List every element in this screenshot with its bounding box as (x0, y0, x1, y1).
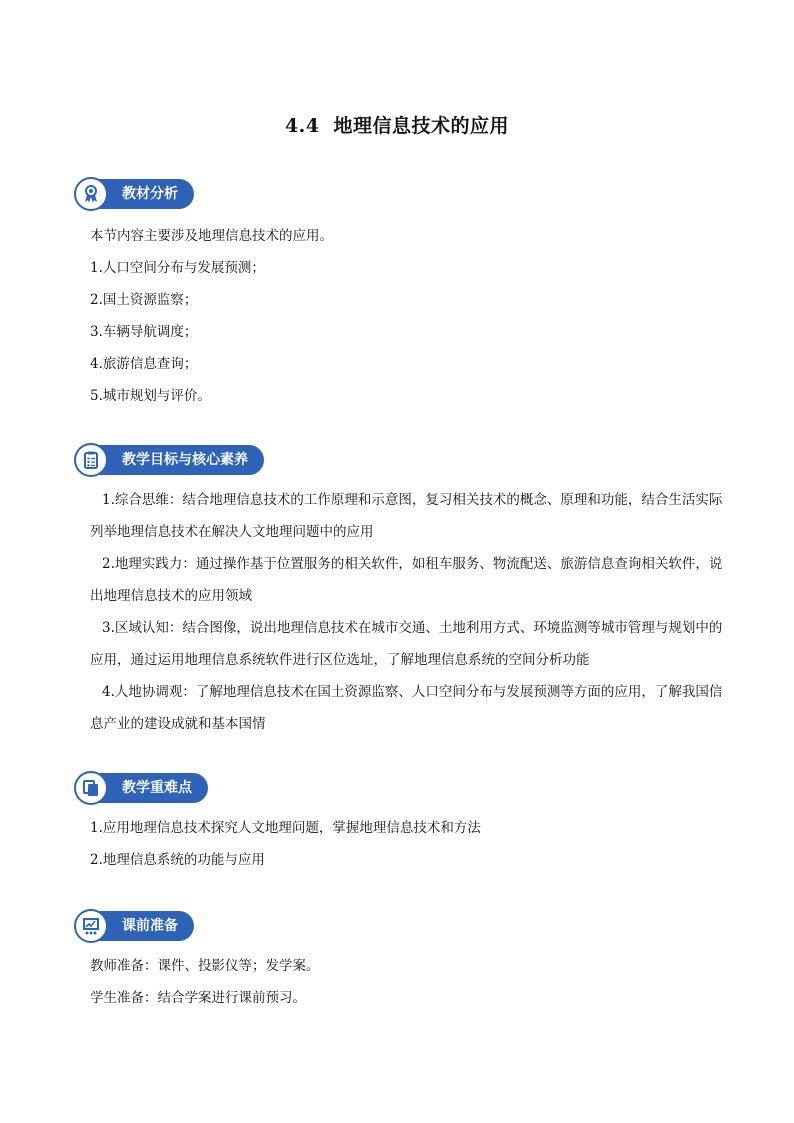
clipboard-list-icon (74, 443, 108, 477)
key-points-list (90, 812, 730, 876)
list-item: 3.车辆导航调度； (90, 324, 198, 340)
list-item: 本节内容主要涉及地理信息技术的应用。 (90, 228, 333, 244)
list-item: 2.地理信息系统的功能与应用 (90, 852, 265, 868)
presentation-board-icon (74, 909, 108, 943)
title-text: 地理信息技术的应用 (333, 115, 510, 137)
list-item: 2.国土资源监察； (90, 292, 198, 308)
section-heading: 教学目标与核心素养 (84, 445, 264, 475)
list-item: 2.地理实践力：通过操作基于位置服务的相关软件，如租车服务、物流配送、旅游信息查询相关软件，说出地理信息技术的应用领域 (90, 556, 723, 604)
list-item: 4.人地协调观：了解地理信息技术在国土资源监察、人口空间分布与发展预测等方面的应用，了解我国信息产业的建设成就和基本国情 (90, 684, 723, 732)
list-item: 3.区域认知：结合图像，说出地理信息技术在城市交通、土地利用方式、环境监测等城市管理与规划中的应用，通过运用地理信息系统软件进行区位选址，了解地理信息系统的空间分析功能 (90, 620, 723, 668)
section-number: 4.4 (284, 115, 320, 137)
documents-icon (74, 771, 108, 805)
list-item: 教师准备：课件、投影仪等；发学案。 (90, 958, 320, 974)
award-ribbon-icon (74, 177, 108, 211)
list-item: 1.应用地理信息技术探究人文地理问题，掌握地理信息技术和方法 (90, 820, 481, 836)
list-item: 1.人口空间分布与发展预测； (90, 260, 265, 276)
analysis-list (90, 220, 730, 412)
page-title (0, 111, 794, 138)
list-item: 学生准备：结合学案进行课前预习。 (90, 990, 306, 1006)
list-item: 1.综合思维：结合地理信息技术的工作原理和示意图，复习相关技术的概念、原理和功能，结合生活实际列举地理信息技术在解决人文地理问题中的应用 (90, 492, 723, 540)
list-item: 4.旅游信息查询； (90, 356, 198, 372)
section-heading: 教材分析 (84, 179, 194, 209)
preparation-list (90, 950, 730, 1014)
list-item: 5.城市规划与评价。 (90, 388, 211, 404)
section-heading: 课前准备 (84, 911, 194, 941)
section-heading: 教学重难点 (84, 773, 208, 803)
objectives-list (90, 484, 730, 740)
